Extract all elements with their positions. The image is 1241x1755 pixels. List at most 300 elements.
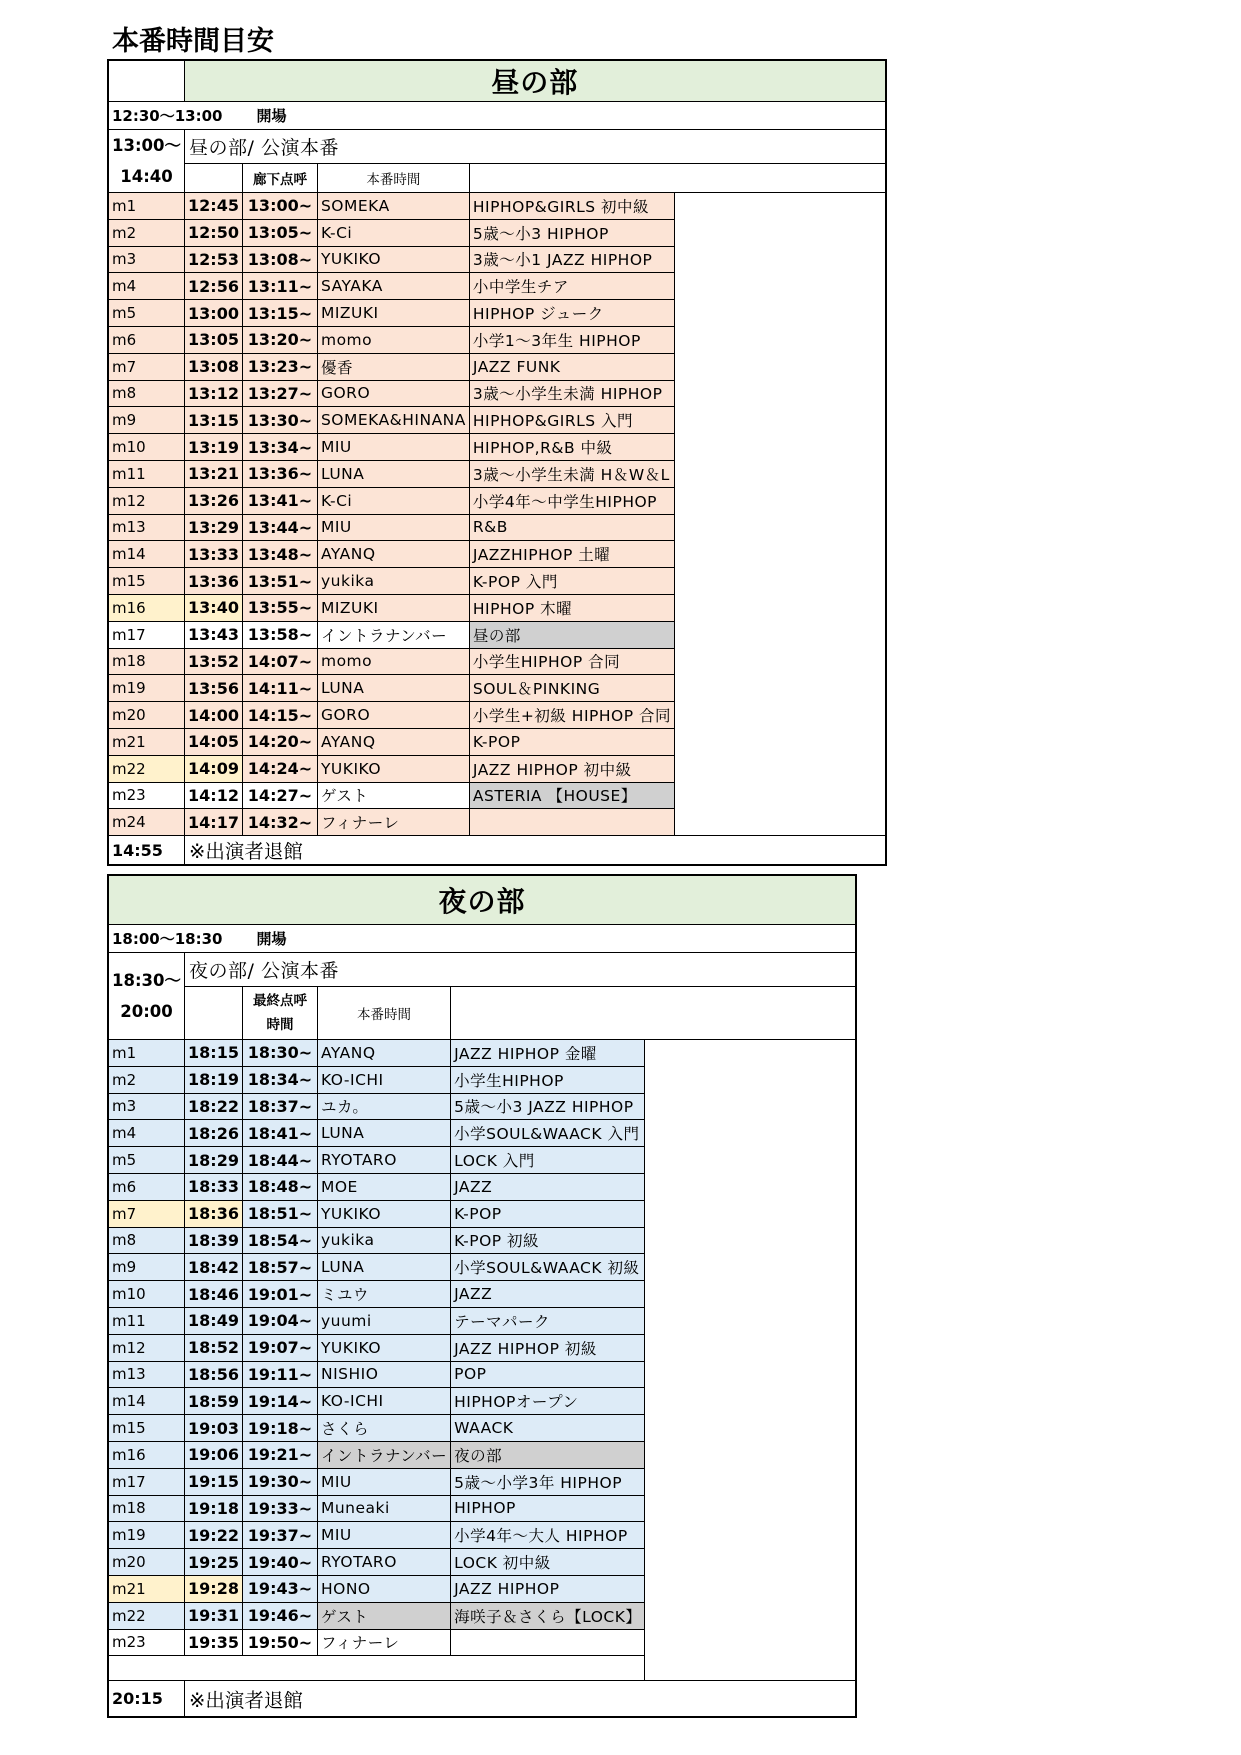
show-time: 19:07~ (242, 1334, 317, 1361)
show-time: 19:40~ (242, 1549, 317, 1576)
show-time: 18:54~ (242, 1227, 317, 1254)
row-number: m23 (108, 1629, 185, 1656)
night-schedule-row (108, 1254, 856, 1281)
night-schedule-row (108, 1468, 856, 1495)
program-name: JAZZ HIPHOP (451, 1575, 645, 1602)
performer-name: MIU (317, 1522, 450, 1549)
performer-name: momo (317, 648, 469, 675)
row-number: m10 (108, 434, 185, 461)
row-number: m17 (108, 621, 185, 648)
performer-name: K-Ci (317, 487, 469, 514)
program-name: SOUL＆PINKING (469, 675, 674, 702)
night-schedule-row (108, 1388, 856, 1415)
show-time: 13:05~ (242, 219, 317, 246)
show-time: 14:11~ (242, 675, 317, 702)
row-number: m1 (108, 1040, 185, 1067)
day-open-row (108, 102, 886, 130)
show-time: 19:14~ (242, 1388, 317, 1415)
call-time: 13:00 (185, 300, 243, 327)
performer-name: ユカ。 (317, 1093, 450, 1120)
day-schedule-row (108, 675, 886, 702)
row-number: m14 (108, 1388, 185, 1415)
row-number: m22 (108, 1602, 185, 1629)
call-time: 13:36 (185, 568, 243, 595)
day-schedule-row (108, 594, 886, 621)
night-col-call (242, 987, 317, 1040)
program-name: 昼の部 (469, 621, 674, 648)
blank-cell (469, 163, 885, 192)
night-subtitle: 夜の部/ 公演本番 (185, 953, 856, 987)
performer-name: RYOTARO (317, 1549, 450, 1576)
show-time: 18:41~ (242, 1120, 317, 1147)
row-number: m14 (108, 541, 185, 568)
day-schedule-row (108, 568, 886, 595)
performer-name: 優香 (317, 353, 469, 380)
call-time: 19:22 (185, 1522, 243, 1549)
night-range-end: 20:00 (120, 1002, 173, 1021)
program-name: JAZZ HIPHOP 金曜 (451, 1040, 645, 1067)
show-time: 13:58~ (242, 621, 317, 648)
program-name: 小学SOUL&WAACK 初級 (451, 1254, 645, 1281)
call-time: 13:29 (185, 514, 243, 541)
show-time: 18:44~ (242, 1147, 317, 1174)
performer-name: GORO (317, 702, 469, 729)
show-time: 18:34~ (242, 1066, 317, 1093)
program-name: HIPHOPオープン (451, 1388, 645, 1415)
row-number: m6 (108, 326, 185, 353)
show-time: 13:36~ (242, 460, 317, 487)
call-time: 14:17 (185, 809, 243, 836)
performer-name: LUNA (317, 1254, 450, 1281)
day-schedule-row (108, 755, 886, 782)
row-number: m7 (108, 1200, 185, 1227)
night-schedule-row (108, 1549, 856, 1576)
call-time: 13:56 (185, 675, 243, 702)
show-time: 19:11~ (242, 1361, 317, 1388)
night-schedule-row (108, 1361, 856, 1388)
day-col-show: 本番時間 (317, 163, 469, 192)
night-schedule-row (108, 1602, 856, 1629)
night-col-call-line1: 最終点呼 (252, 993, 307, 1009)
performer-name: HONO (317, 1575, 450, 1602)
performer-name: MIU (317, 434, 469, 461)
night-col-show: 本番時間 (317, 987, 450, 1040)
show-time: 13:15~ (242, 300, 317, 327)
day-section-header: 昼の部 (185, 60, 886, 102)
program-name: JAZZ HIPHOP 初級 (451, 1334, 645, 1361)
program-name: LOCK 初中級 (451, 1549, 645, 1576)
day-schedule-row (108, 219, 886, 246)
call-time: 13:40 (185, 594, 243, 621)
night-open-time: 18:00〜18:30 (112, 930, 223, 948)
performer-name: MOE (317, 1173, 450, 1200)
performer-name: YUKIKO (317, 1200, 450, 1227)
program-name: 小学1〜3年生 HIPHOP (469, 326, 674, 353)
day-schedule-row (108, 300, 886, 327)
show-time: 13:41~ (242, 487, 317, 514)
day-schedule-row (108, 193, 886, 220)
show-time: 13:11~ (242, 273, 317, 300)
blank-cell (108, 60, 185, 102)
show-time: 13:44~ (242, 514, 317, 541)
night-schedule-row (108, 1495, 856, 1522)
call-time: 19:03 (185, 1415, 243, 1442)
show-time: 14:27~ (242, 782, 317, 809)
program-name: 小学生HIPHOP 合同 (469, 648, 674, 675)
show-time: 19:43~ (242, 1575, 317, 1602)
call-time: 13:52 (185, 648, 243, 675)
row-number: m16 (108, 594, 185, 621)
row-number: m24 (108, 809, 185, 836)
day-schedule-row (108, 648, 886, 675)
day-schedule-row (108, 326, 886, 353)
day-open-label: 開場 (256, 107, 287, 125)
night-schedule-row (108, 1120, 856, 1147)
performer-name: LUNA (317, 675, 469, 702)
call-time: 18:29 (185, 1147, 243, 1174)
program-name: 小学4年〜大人 HIPHOP (451, 1522, 645, 1549)
program-name: テーマパーク (451, 1307, 645, 1334)
performer-name: AYANQ (317, 728, 469, 755)
program-name: 5歳〜小学3年 HIPHOP (451, 1468, 645, 1495)
day-schedule-row (108, 487, 886, 514)
call-time: 14:12 (185, 782, 243, 809)
show-time: 19:33~ (242, 1495, 317, 1522)
call-time: 19:18 (185, 1495, 243, 1522)
program-name: 海咲子＆さくら【LOCK】 (451, 1602, 645, 1629)
call-time: 13:26 (185, 487, 243, 514)
row-number: m2 (108, 219, 185, 246)
night-end-text: ※出演者退館 (185, 1681, 856, 1718)
row-number: m20 (108, 702, 185, 729)
row-number: m3 (108, 246, 185, 273)
row-number: m11 (108, 460, 185, 487)
day-time-range (108, 130, 185, 193)
row-number: m7 (108, 353, 185, 380)
row-number: m17 (108, 1468, 185, 1495)
row-number: m19 (108, 1522, 185, 1549)
performer-name: LUNA (317, 460, 469, 487)
program-name: 小学4年〜中学生HIPHOP (469, 487, 674, 514)
night-schedule-row (108, 1281, 856, 1308)
night-time-range (108, 953, 185, 1040)
program-name: 5歳〜小3 HIPHOP (469, 219, 674, 246)
performer-name: yukika (317, 568, 469, 595)
program-name: 3歳〜小学生未満 H＆W＆L (469, 460, 674, 487)
performer-name: AYANQ (317, 541, 469, 568)
performer-name: ゲスト (317, 1602, 450, 1629)
day-schedule-row (108, 460, 886, 487)
row-number: m2 (108, 1066, 185, 1093)
call-time: 13:43 (185, 621, 243, 648)
night-open-row (108, 925, 856, 953)
program-name: K-POP 入門 (469, 568, 674, 595)
call-time: 13:12 (185, 380, 243, 407)
day-col-call: 廊下点呼 (242, 163, 317, 192)
day-schedule-row (108, 273, 886, 300)
row-number: m11 (108, 1307, 185, 1334)
row-number: m21 (108, 1575, 185, 1602)
program-name: ASTERIA 【HOUSE】 (469, 782, 674, 809)
show-time: 14:32~ (242, 809, 317, 836)
show-time: 19:37~ (242, 1522, 317, 1549)
show-time: 19:18~ (242, 1415, 317, 1442)
day-schedule-row (108, 728, 886, 755)
performer-name: NISHIO (317, 1361, 450, 1388)
show-time: 14:15~ (242, 702, 317, 729)
call-time: 18:56 (185, 1361, 243, 1388)
night-section-header: 夜の部 (108, 875, 856, 925)
program-name: POP (451, 1361, 645, 1388)
row-number: m23 (108, 782, 185, 809)
night-schedule-row (108, 1522, 856, 1549)
row-number: m21 (108, 728, 185, 755)
call-time: 12:45 (185, 193, 243, 220)
night-schedule-row (108, 1173, 856, 1200)
program-name: 小中学生チア (469, 273, 674, 300)
show-time: 18:51~ (242, 1200, 317, 1227)
row-number: m6 (108, 1173, 185, 1200)
day-end-time: 14:55 (108, 836, 185, 866)
program-name: JAZZ (451, 1173, 645, 1200)
show-time: 19:46~ (242, 1602, 317, 1629)
program-name (451, 1629, 645, 1656)
performer-name: ゲスト (317, 782, 469, 809)
row-number: m12 (108, 487, 185, 514)
day-schedule-row (108, 434, 886, 461)
day-end-text: ※出演者退館 (185, 836, 886, 866)
performer-name: SAYAKA (317, 273, 469, 300)
night-schedule-row (108, 1307, 856, 1334)
row-number: m15 (108, 1415, 185, 1442)
blank-cell (451, 987, 856, 1040)
row-number: m4 (108, 1120, 185, 1147)
row-number: m9 (108, 407, 185, 434)
program-name: 3歳〜小学生未満 HIPHOP (469, 380, 674, 407)
call-time: 18:36 (185, 1200, 243, 1227)
performer-name: SOMEKA (317, 193, 469, 220)
night-schedule-row (108, 1575, 856, 1602)
show-time: 13:55~ (242, 594, 317, 621)
night-schedule-row (108, 1441, 856, 1468)
show-time: 13:34~ (242, 434, 317, 461)
day-range-end: 14:40 (120, 167, 173, 186)
row-number: m20 (108, 1549, 185, 1576)
program-name: 5歳〜小3 JAZZ HIPHOP (451, 1093, 645, 1120)
day-schedule-row (108, 407, 886, 434)
performer-name: SOMEKA&HINANA (317, 407, 469, 434)
call-time: 18:59 (185, 1388, 243, 1415)
performer-name: YUKIKO (317, 1334, 450, 1361)
performer-name: MIZUKI (317, 594, 469, 621)
show-time: 13:48~ (242, 541, 317, 568)
program-name: WAACK (451, 1415, 645, 1442)
row-number: m1 (108, 193, 185, 220)
call-time: 13:08 (185, 353, 243, 380)
row-number: m5 (108, 300, 185, 327)
show-time: 13:51~ (242, 568, 317, 595)
program-name: HIPHOP (451, 1495, 645, 1522)
day-schedule-row (108, 514, 886, 541)
night-schedule-row (108, 1093, 856, 1120)
row-number: m8 (108, 1227, 185, 1254)
day-schedule-row (108, 353, 886, 380)
call-time: 18:22 (185, 1093, 243, 1120)
call-time: 12:53 (185, 246, 243, 273)
night-schedule-row (108, 1200, 856, 1227)
blank-cell (185, 987, 243, 1040)
night-schedule-row (108, 1415, 856, 1442)
blank-row (108, 1656, 645, 1681)
row-number: m13 (108, 514, 185, 541)
performer-name: LUNA (317, 1120, 450, 1147)
program-name: JAZZ HIPHOP 初中級 (469, 755, 674, 782)
day-schedule-row (108, 809, 886, 836)
performer-name: さくら (317, 1415, 450, 1442)
show-time: 14:20~ (242, 728, 317, 755)
performer-name: MIZUKI (317, 300, 469, 327)
program-name: R&B (469, 514, 674, 541)
performer-name: MIU (317, 1468, 450, 1495)
show-time: 13:00~ (242, 193, 317, 220)
program-name: HIPHOP&GIRLS 初中級 (469, 193, 674, 220)
show-time: 19:01~ (242, 1281, 317, 1308)
night-schedule-table (107, 874, 857, 1718)
program-name (469, 809, 674, 836)
night-end-time: 20:15 (108, 1681, 185, 1718)
day-schedule-table (107, 59, 887, 866)
performer-name: RYOTARO (317, 1147, 450, 1174)
day-schedule-row (108, 380, 886, 407)
performer-name: MIU (317, 514, 469, 541)
call-time: 19:25 (185, 1549, 243, 1576)
show-time: 18:30~ (242, 1040, 317, 1067)
day-schedule-row (108, 702, 886, 729)
show-time: 13:27~ (242, 380, 317, 407)
day-schedule-row (108, 246, 886, 273)
night-schedule-row (108, 1040, 856, 1067)
call-time: 14:05 (185, 728, 243, 755)
call-time: 13:19 (185, 434, 243, 461)
row-number: m13 (108, 1361, 185, 1388)
row-number: m15 (108, 568, 185, 595)
program-name: JAZZ (451, 1281, 645, 1308)
performer-name: KO-ICHI (317, 1388, 450, 1415)
program-name: K-POP (451, 1200, 645, 1227)
call-time: 13:21 (185, 460, 243, 487)
day-schedule-row (108, 782, 886, 809)
day-schedule-row (108, 621, 886, 648)
row-number: m9 (108, 1254, 185, 1281)
performer-name: Muneaki (317, 1495, 450, 1522)
program-name: JAZZ FUNK (469, 353, 674, 380)
call-time: 18:15 (185, 1040, 243, 1067)
day-open-time: 12:30〜13:00 (112, 107, 223, 125)
performer-name: フィナーレ (317, 1629, 450, 1656)
day-schedule-row (108, 541, 886, 568)
row-number: m4 (108, 273, 185, 300)
program-name: K-POP 初級 (451, 1227, 645, 1254)
call-time: 14:00 (185, 702, 243, 729)
call-time: 12:56 (185, 273, 243, 300)
blank-cell (185, 163, 243, 192)
performer-name: GORO (317, 380, 469, 407)
call-time: 14:09 (185, 755, 243, 782)
show-time: 13:08~ (242, 246, 317, 273)
call-time: 19:35 (185, 1629, 243, 1656)
performer-name: AYANQ (317, 1040, 450, 1067)
show-time: 18:57~ (242, 1254, 317, 1281)
row-number: m5 (108, 1147, 185, 1174)
call-time: 18:19 (185, 1066, 243, 1093)
night-schedule-row (108, 1227, 856, 1254)
show-time: 13:23~ (242, 353, 317, 380)
day-subtitle: 昼の部/ 公演本番 (185, 130, 886, 164)
show-time: 13:30~ (242, 407, 317, 434)
call-time: 18:52 (185, 1334, 243, 1361)
day-range-start: 13:00〜 (112, 136, 182, 155)
performer-name: YUKIKO (317, 755, 469, 782)
night-open-label: 開場 (256, 930, 287, 948)
show-time: 14:24~ (242, 755, 317, 782)
program-name: 小学生+初級 HIPHOP 合同 (469, 702, 674, 729)
performer-name: yuumi (317, 1307, 450, 1334)
performer-name: momo (317, 326, 469, 353)
show-time: 19:04~ (242, 1307, 317, 1334)
program-name: K-POP (469, 728, 674, 755)
call-time: 18:46 (185, 1281, 243, 1308)
row-number: m18 (108, 1495, 185, 1522)
performer-name: YUKIKO (317, 246, 469, 273)
row-number: m10 (108, 1281, 185, 1308)
call-time: 18:39 (185, 1227, 243, 1254)
call-time: 13:15 (185, 407, 243, 434)
program-name: JAZZHIPHOP 土曜 (469, 541, 674, 568)
row-number: m3 (108, 1093, 185, 1120)
program-name: HIPHOP ジューク (469, 300, 674, 327)
row-number: m16 (108, 1441, 185, 1468)
call-time: 13:33 (185, 541, 243, 568)
call-time: 13:05 (185, 326, 243, 353)
performer-name: yukika (317, 1227, 450, 1254)
night-range-start: 18:30〜 (112, 971, 182, 990)
program-name: HIPHOP 木曜 (469, 594, 674, 621)
row-number: m19 (108, 675, 185, 702)
show-time: 14:07~ (242, 648, 317, 675)
show-time: 13:20~ (242, 326, 317, 353)
call-time: 19:31 (185, 1602, 243, 1629)
performer-name: フィナーレ (317, 809, 469, 836)
performer-name: KO-ICHI (317, 1066, 450, 1093)
row-number: m8 (108, 380, 185, 407)
show-time: 18:48~ (242, 1173, 317, 1200)
call-time: 18:49 (185, 1307, 243, 1334)
performer-name: イントラナンバー (317, 621, 469, 648)
row-number: m22 (108, 755, 185, 782)
call-time: 18:33 (185, 1173, 243, 1200)
call-time: 18:26 (185, 1120, 243, 1147)
program-name: HIPHOP,R&B 中級 (469, 434, 674, 461)
call-time: 18:42 (185, 1254, 243, 1281)
show-time: 19:30~ (242, 1468, 317, 1495)
document-title: 本番時間目安 (112, 26, 274, 57)
night-schedule-row (108, 1334, 856, 1361)
program-name: 夜の部 (451, 1441, 645, 1468)
show-time: 19:50~ (242, 1629, 317, 1656)
performer-name: ミユウ (317, 1281, 450, 1308)
performer-name: K-Ci (317, 219, 469, 246)
program-name: 小学生HIPHOP (451, 1066, 645, 1093)
